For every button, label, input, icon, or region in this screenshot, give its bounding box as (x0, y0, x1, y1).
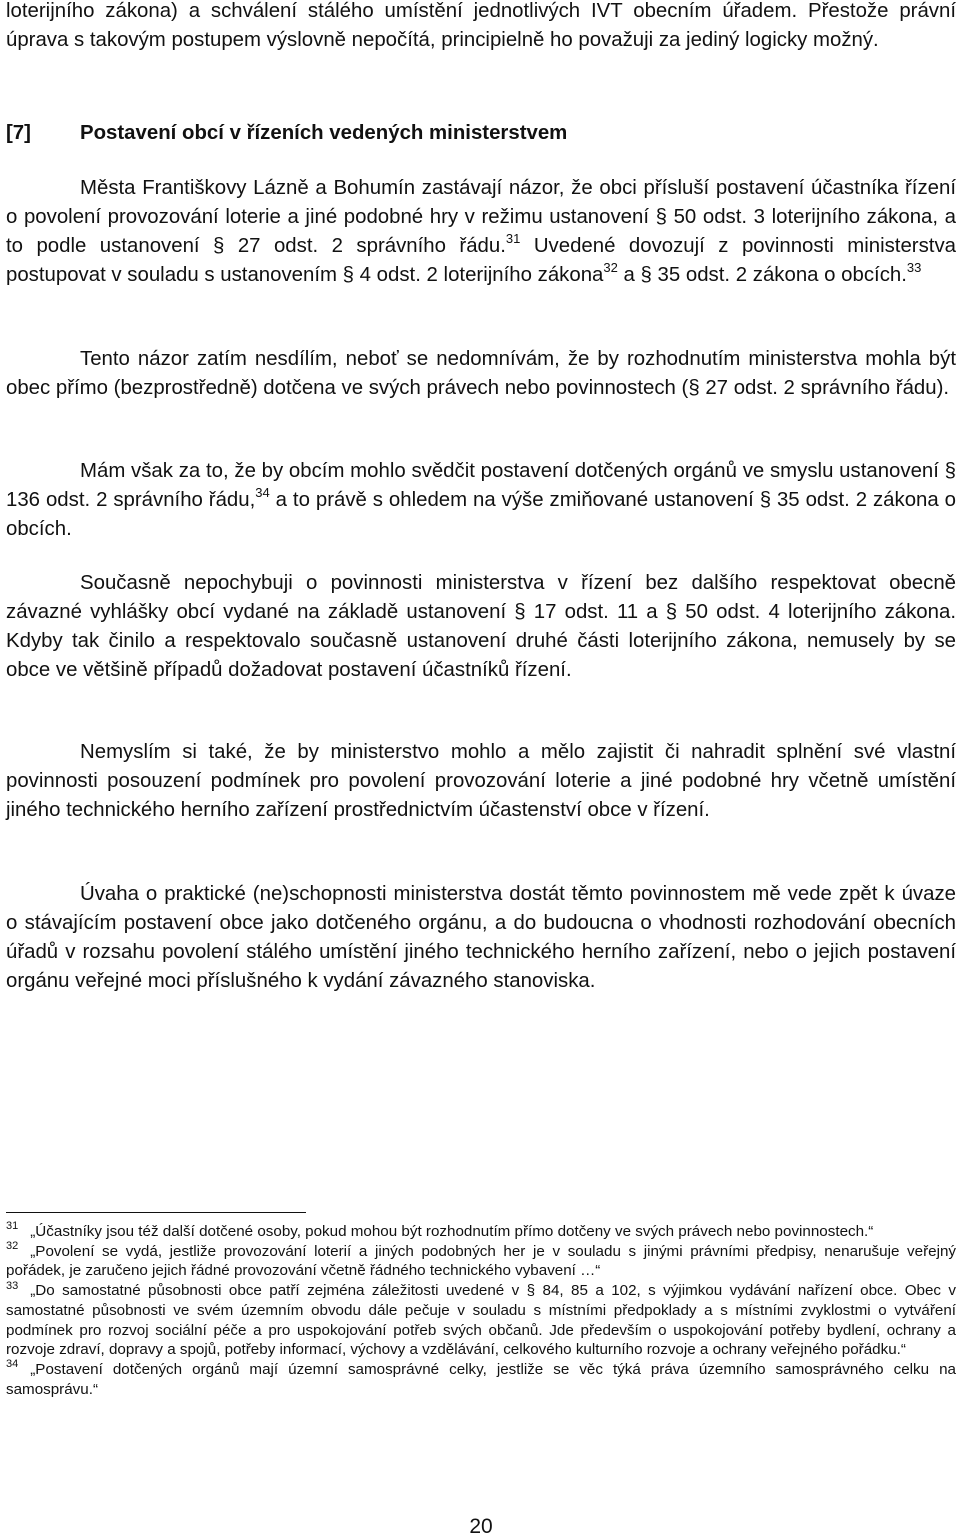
footnote-33 (6, 1281, 956, 1360)
paragraph-3-text-a: Mám však za to, že by obcím mohlo svědčit postavení dotčených orgánů ve smyslu ustanovení § 136 odst. 2 správního řádu, (6, 460, 956, 511)
paragraph-1 (6, 174, 956, 290)
paragraph-4: Současně nepochybuji o povinnosti ministerstva v řízení bez dalšího respektovat obecně závazné vyhlášky obcí vydané na základě ustanovení § 17 odst. 11 a § 50 odst. 4 loterijního zákona. Kdyby tak činilo a respektovalo současně ustanovení druhé části loterijního zákona, nemusely by se obce ve většině případů dožadovat postavení účastníků řízení. (6, 572, 956, 681)
footnote-ref-34[interactable]: 34 (255, 484, 270, 500)
paragraph-2: Tento názor zatím nesdílím, neboť se nedomnívám, že by rozhodnutím ministerstva mohla být obec přímo (bezprostředně) dotčena ve svých právech nebo povinnostech (§ 27 odst. 2 správního řádu). (6, 348, 956, 399)
footnote-ref-32[interactable]: 32 (603, 259, 618, 275)
footnote-text: „Účastníky jsou též další dotčené osoby, pokud mohou být rozhodnutím přímo dotčeny ve svých právech nebo povinnostech.“ (30, 1223, 874, 1240)
page-number: 20 (469, 1515, 493, 1538)
section-heading (6, 119, 956, 148)
footnote-32 (6, 1242, 956, 1281)
footnote-separator (6, 1212, 306, 1213)
footnote-ref-31[interactable]: 31 (505, 230, 521, 246)
section-title: Postavení obcí v řízeních vedených ministerstvem (80, 122, 568, 144)
footnotes (6, 1222, 956, 1399)
footnote-mark: 34 (6, 1358, 19, 1371)
footnote-31 (6, 1222, 956, 1242)
paragraph-1-text-c: a § 35 odst. 2 zákona o obcích. (617, 264, 907, 286)
paragraph-3 (6, 457, 956, 544)
paragraph-5: Nemyslím si také, že by ministerstvo mohlo a mělo zajistit či nahradit splnění své vlastní povinnosti posouzení podmínek pro povolení provozování loterie a jiné podobné hry včetně umístění jiného technického herního zařízení prostřednictvím účastenství obce v řízení. (6, 741, 956, 821)
carryover-paragraph: loterijního zákona) a schválení stálého umístění jednotlivých IVT obecním úřadem. Přestože právní úprava s takovým postupem výslovně nepočítá, principielně ho považuji za jediný logicky možný. (6, 0, 956, 51)
paragraph-6: Úvaha o praktické (ne)schopnosti ministerstva dostát těmto povinnostem mě vede zpět k úvaze o stávajícím postavení obce jako dotčeného orgánu, a do budoucna o vhodnosti rozhodování obecních úřadů v rozsahu povolení stálého umístění jiného technického herního zařízení, nebo o jejich postavení orgánu veřejné moci příslušného k vydání závazného stanoviska. (6, 883, 956, 992)
footnote-mark: 31 (6, 1220, 19, 1233)
footnote-text: „Do samostatné působnosti obce patří zejména záležitosti uvedené v § 84, 85 a 102, s výjimkou vydávání nařízení obce. Obec v samostatné působnosti ve svém územním obvodu dále pečuje v souladu s místními předpoklady a s místními zvyklostmi o vytváření podmínek pro rozvoj sociální péče a pro uspokojování potřeb svých občanů. Jde především o uspokojování potřeby bydlení, ochrany a rozvoje zdraví, dopravy a spojů, potřeby informací, výchovy a vzdělávání, celkového kulturního rozvoje a ochrany veřejného pořádku.“ (6, 1282, 956, 1359)
footnote-ref-33[interactable]: 33 (906, 259, 922, 275)
paragraph-3-text-b: a to právě s ohledem na výše zmiňované ustanovení § 35 odst. 2 zákona o obcích. (6, 489, 956, 540)
paragraph-1-text-b: Uvedené dovozují z povinnosti ministerstva postupovat v souladu s ustanovením § 4 odst. 2 loterijního zákona (6, 235, 956, 286)
document-page (6, 0, 956, 1537)
footnote-mark: 32 (6, 1240, 19, 1253)
section-number: [7] (6, 122, 31, 144)
paragraph-1-text-a: Města Františkovy Lázně a Bohumín zastávají názor, že obci přísluší postavení účastníka řízení o povolení provozování loterie a jiné podobné hry v režimu ustanovení § 50 odst. 3 loterijního zákona, a to podle ustanovení § 27 odst. 2 správního řádu. (6, 177, 956, 257)
footnote-text: „Postavení dotčených orgánů mají územní samosprávné celky, jestliže se věc týká práva územního samosprávného celku na samosprávu.“ (6, 1360, 956, 1398)
footnote-34 (6, 1360, 956, 1399)
footnote-mark: 33 (6, 1279, 19, 1292)
footnote-text: „Povolení se vydá, jestliže provozování loterií a jiných podobných her je v souladu s jinými právními předpisy, nenarušuje veřejný pořádek, je zaručeno jejich řádné provozování včetně řádného technického vybavení …“ (6, 1242, 956, 1280)
